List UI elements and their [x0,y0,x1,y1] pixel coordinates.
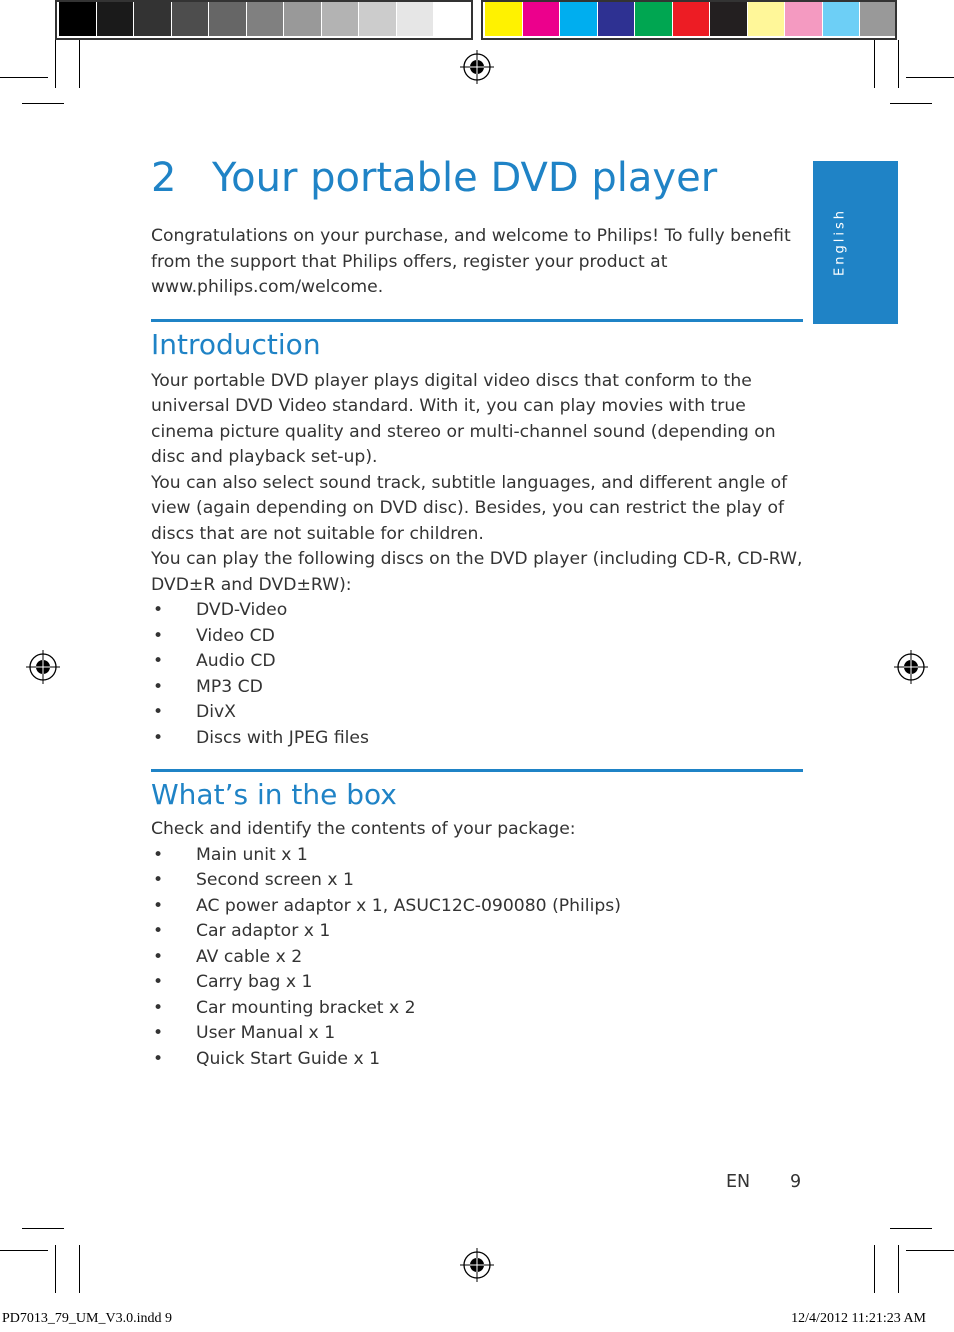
list-item-text: Audio CD [196,651,276,671]
disc-list [151,598,803,751]
color-ramp-frame [481,0,897,40]
list-item-text: AV cable x 2 [196,946,303,967]
bullet-icon: • [153,727,164,748]
introduction-paragraph: Your portable DVD player plays digital video discs that conform to the universal DVD Video standard. With it, you can play movies with true cinema picture quality and stereo or multi-channel sound (depending on disc and playback set-up). [151,370,776,467]
list-item [151,970,803,996]
list-item-text: DVD-Video [196,600,288,620]
list-item [151,675,803,701]
list-item [151,919,803,945]
bullet-icon: • [153,676,164,697]
list-item-text: User Manual x 1 [196,1023,336,1043]
list-item-text: Car adaptor x 1 [196,921,331,941]
list-item-text: Video CD [196,625,275,646]
list-item [151,649,803,675]
list-item [151,598,803,624]
registration-mark-icon [460,50,494,84]
introduction-paragraph: You can play the following discs on the DVD player (including CD-R, CD-RW, DVD±R and DVD±RW): [151,549,803,595]
chapter-title [151,150,803,206]
list-item [151,726,803,752]
bullet-icon: • [153,997,164,1018]
list-item-text: MP3 CD [196,676,263,697]
list-item [151,624,803,650]
section-rule [151,769,803,772]
bullet-icon: • [153,895,164,916]
list-item-text: DivX [196,702,236,722]
date-slug: 12/4/2012 11:21:23 AM [791,1311,926,1326]
chapter-title-text: Your portable DVD player [212,155,718,201]
list-item-text: Discs with JPEG files [196,727,369,748]
list-item [151,1047,803,1073]
registration-mark-icon [26,650,60,684]
list-item-text: AC power adaptor x 1, ASUC12C-090080 (Philips) [196,895,621,916]
introduction-heading: Introduction [151,327,321,361]
list-item [151,945,803,971]
bullet-icon: • [153,946,164,967]
section-rule [151,319,803,322]
list-item [151,1021,803,1047]
intro-paragraph: Congratulations on your purchase, and welcome to Philips! To fully benefit from the support that Philips offers, register your product at www.philips.com/welcome. [151,226,791,297]
registration-mark-icon [460,1248,494,1282]
bullet-icon: • [153,1023,164,1043]
bullet-icon: • [153,651,164,671]
list-item-text: Quick Start Guide x 1 [196,1048,381,1069]
bullet-icon: • [153,702,164,722]
gray-ramp-frame [55,0,473,40]
color-bar [55,0,895,40]
list-item-text: Car mounting bracket x 2 [196,997,416,1018]
registration-mark-icon [894,650,928,684]
list-item [151,894,803,920]
introduction-paragraph: You can also select sound track, subtitle languages, and different angle of view (again depending on DVD disc). Besides, you can restrict the play of discs that are not suitable for children. [151,472,788,544]
list-item-text: Second screen x 1 [196,870,354,890]
bullet-icon: • [153,870,164,890]
page-number: 9 [790,1172,802,1192]
bullet-icon: • [153,921,164,941]
list-item-text: Carry bag x 1 [196,972,313,992]
list-item [151,700,803,726]
list-item [151,843,803,869]
bullet-icon: • [153,1048,164,1069]
list-item [151,868,803,894]
bullet-icon: • [153,844,164,865]
file-slug: PD7013_79_UM_V3.0.indd 9 [2,1311,172,1326]
box-heading: What’s in the box [151,778,397,811]
page-content [151,150,803,1072]
bullet-icon: • [153,600,164,620]
bullet-icon: • [153,972,164,992]
box-lead: Check and identify the contents of your package: [151,819,576,839]
language-tab [813,161,898,324]
page-language: EN [726,1172,751,1192]
list-item [151,996,803,1022]
chapter-number: 2 [151,155,177,201]
language-tab-label: English [832,208,848,276]
list-item-text: Main unit x 1 [196,844,308,865]
bullet-icon: • [153,625,164,646]
box-contents-list [151,843,803,1073]
